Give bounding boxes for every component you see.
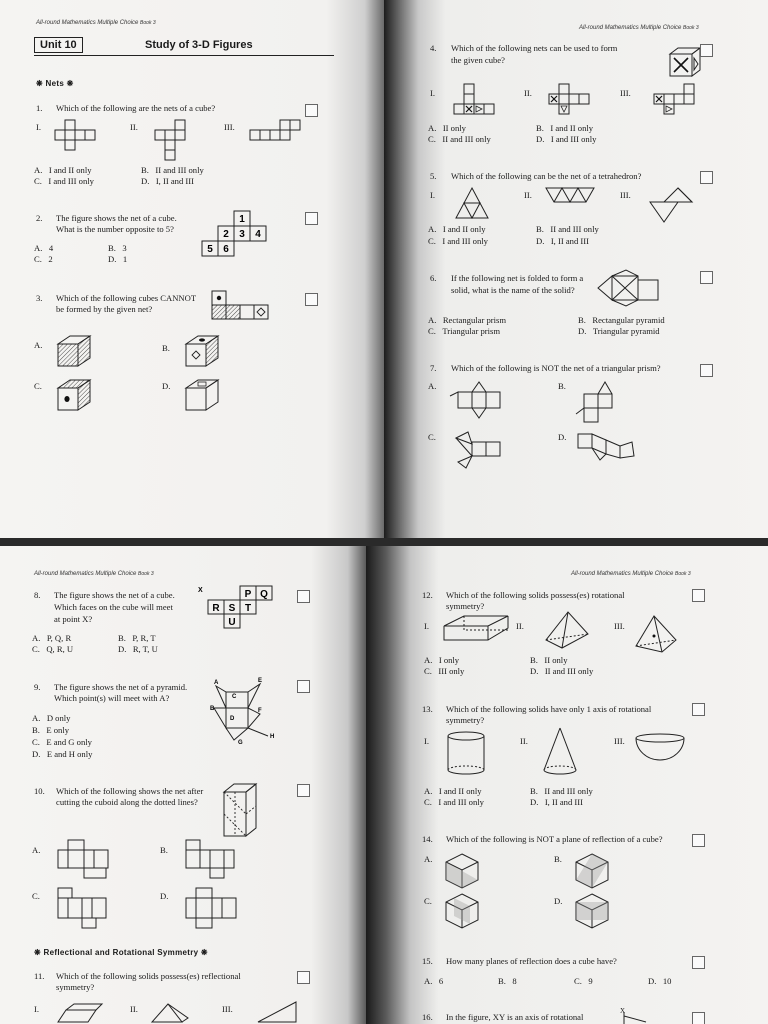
q13-cylinder [446, 730, 488, 778]
q2-face-label: 5 [207, 244, 213, 255]
q1-number: 1. [36, 103, 43, 113]
title-rule [34, 55, 334, 56]
running-header: All-round Mathematics Multiple Choice Book 3 [571, 571, 691, 577]
q8-option-a: A. P, Q, R [32, 633, 72, 643]
q2-face-label: 2 [223, 229, 229, 240]
q5-option-b: B. II and III only [536, 224, 599, 234]
unit-title: Study of 3-D Figures [145, 39, 253, 51]
unit-label: Unit 10 [34, 37, 83, 53]
q3-cube-a[interactable] [56, 334, 96, 374]
q11-number: 11. [34, 971, 45, 981]
q9-answer-box[interactable] [297, 680, 310, 693]
running-header: All-round Mathematics Multiple Choice Book 3 [36, 20, 156, 26]
q1-option-c: C. I and III only [34, 176, 94, 186]
q8-face-label: Q [260, 589, 268, 600]
q11-solid-ii [150, 1002, 190, 1024]
q4-net-iii [654, 84, 704, 124]
q2-option-a: A. 4 [34, 243, 54, 253]
q5-label-i: I. [430, 190, 436, 200]
q11-text-line1: Which of the following solids possess(es) reflectional [56, 971, 241, 981]
q14-cube-b[interactable] [574, 852, 614, 892]
q14-number: 14. [422, 834, 433, 844]
running-header: All-round Mathematics Multiple Choice Book 3 [579, 25, 699, 31]
q1-option-a: A. I and II only [34, 165, 92, 175]
q7-net-b[interactable] [574, 380, 624, 428]
q10-option-c: C. [32, 891, 40, 901]
q9-point-label: C [232, 694, 237, 700]
q10-net-c[interactable] [56, 886, 112, 930]
q15-answer-box[interactable] [692, 956, 705, 969]
q8-text-line3: at point X? [54, 614, 93, 624]
q9-pyramid-net [208, 678, 278, 744]
q3-answer-box[interactable] [305, 293, 318, 306]
q2-face-label: 1 [239, 214, 245, 225]
q10-text-line1: Which of the following shows the net after [56, 786, 204, 796]
q15-number: 15. [422, 956, 433, 966]
q10-option-b: B. [160, 845, 168, 855]
q1-text: Which of the following are the nets of a cube? [56, 103, 216, 113]
q8-face-label: S [228, 603, 236, 614]
q12-text-line2: symmetry? [446, 601, 485, 611]
q4-net-ii [549, 84, 599, 124]
q7-net-c[interactable] [448, 430, 508, 470]
q4-option-a: A. II only [428, 123, 466, 133]
q2-face-label: 3 [239, 229, 245, 240]
q7-net-a[interactable] [448, 380, 508, 422]
q1-label-iii: III. [224, 122, 235, 132]
q9-text-line2: Which point(s) will meet with A? [54, 693, 170, 703]
q11-label-i: I. [34, 1004, 40, 1014]
q8-text-line1: The figure shows the net of a cube. [54, 590, 175, 600]
q2-option-b: B. 3 [108, 243, 127, 253]
q8-option-b: B. P, R, T [118, 633, 156, 643]
q12-option-c: C. III only [424, 666, 465, 676]
q7-net-d[interactable] [574, 428, 644, 468]
q13-option-b: B. II and III only [530, 786, 593, 796]
q2-number: 2. [36, 213, 43, 223]
q9-text-line1: The figure shows the net of a pyramid. [54, 682, 188, 692]
q9-number: 9. [34, 682, 41, 692]
q12-answer-box[interactable] [692, 589, 705, 602]
q9-point-label: A [214, 680, 219, 686]
q14-option-c: C. [424, 896, 432, 906]
q8-option-c: C. Q, R, U [32, 644, 74, 654]
q9-option-d: D. E and H only [32, 749, 93, 759]
q6-net [596, 270, 676, 306]
q13-cone [542, 726, 582, 778]
q1-net-iii-diagram [250, 120, 310, 150]
q12-option-d: D. II and III only [530, 666, 594, 676]
q4-label-iii: III. [620, 88, 631, 98]
q12-label-i: I. [424, 621, 430, 631]
q1-label-ii: II. [130, 122, 138, 132]
q10-answer-box[interactable] [297, 784, 310, 797]
q6-option-b: B. Rectangular pyramid [578, 315, 665, 325]
q4-text-line2: the given cube? [451, 55, 505, 65]
q13-option-d: D. I, II and III [530, 797, 583, 807]
q10-option-d: D. [160, 891, 169, 901]
q4-option-c: C. II and III only [428, 134, 491, 144]
q9-point-label: E [258, 678, 263, 684]
q10-net-d[interactable] [184, 886, 240, 930]
q9-point-label: H [270, 734, 275, 740]
q3-cube-c[interactable] [56, 378, 96, 418]
q9-option-c: C. E and G only [32, 737, 92, 747]
q3-option-a: A. [34, 340, 43, 350]
q2-face-label: 6 [223, 244, 229, 255]
q15-option-a: A. 6 [424, 976, 444, 986]
q7-option-a: A. [428, 381, 437, 391]
q5-text: Which of the following can be the net of a tetrahedron? [451, 171, 642, 181]
q6-number: 6. [430, 273, 437, 283]
q3-cube-b[interactable] [184, 334, 224, 374]
q12-solid-iii [634, 614, 680, 654]
q2-cube-net [200, 211, 270, 261]
q13-label-i: I. [424, 736, 430, 746]
q12-number: 12. [422, 590, 433, 600]
q3-cube-net [210, 291, 280, 327]
q5-option-d: D. I, II and III [536, 236, 589, 246]
q6-option-c: C. Triangular prism [428, 326, 501, 336]
running-header: All-round Mathematics Multiple Choice Book 3 [34, 571, 154, 577]
q8-face-label: U [228, 617, 236, 628]
q10-number: 10. [34, 786, 45, 796]
page-top-left [0, 0, 384, 538]
q14-option-a: A. [424, 854, 433, 864]
q11-answer-box[interactable] [297, 971, 310, 984]
q16-text: In the figure, XY is an axis of rotational [446, 1012, 584, 1022]
q6-answer-box[interactable] [700, 271, 713, 284]
q6-text-line2: solid, what is the name of the solid? [451, 285, 575, 295]
q14-answer-box[interactable] [692, 834, 705, 847]
q2-face-label: 4 [255, 229, 261, 240]
page-bottom-left [0, 546, 366, 1024]
q3-option-b: B. [162, 343, 170, 353]
q2-answer-box[interactable] [305, 212, 318, 225]
q14-option-d: D. [554, 896, 563, 906]
q1-net-i-diagram [55, 120, 105, 160]
q13-text-line2: symmetry? [446, 715, 485, 725]
q7-option-b: B. [558, 381, 566, 391]
q15-text: How many planes of reflection does a cube have? [446, 956, 617, 966]
q1-label-i: I. [36, 122, 42, 132]
q12-option-a: A. I only [424, 655, 460, 665]
q8-answer-box[interactable] [297, 590, 310, 603]
q8-text-line2: Which faces on the cube will meet [54, 602, 173, 612]
q11-solid-i [56, 1002, 106, 1024]
q9-point-label: D [230, 716, 235, 722]
q11-label-iii: III. [222, 1004, 233, 1014]
q1-option-b: B. II and III only [141, 165, 204, 175]
q5-option-a: A. I and II only [428, 224, 486, 234]
q8-cube-net [196, 584, 280, 636]
q11-text-line2: symmetry? [56, 982, 95, 992]
q13-option-a: A. I and II only [424, 786, 482, 796]
q14-text: Which of the following is NOT a plane of reflection of a cube? [446, 834, 663, 844]
q14-cube-a[interactable] [444, 852, 484, 892]
q4-net-i [454, 84, 504, 124]
q10-net-b[interactable] [184, 838, 240, 882]
q5-net-i [454, 186, 494, 222]
page-top-right [384, 0, 768, 538]
q16-figure [616, 1012, 656, 1024]
q12-text-line1: Which of the following solids possess(es) rotational [446, 590, 625, 600]
q8-number: 8. [34, 590, 41, 600]
q2-option-c: C. 2 [34, 254, 53, 264]
q5-answer-box[interactable] [700, 171, 713, 184]
q10-cuboid [222, 782, 262, 840]
q5-label-iii: III. [620, 190, 631, 200]
q4-option-b: B. I and II only [536, 123, 594, 133]
q4-number: 4. [430, 43, 437, 53]
q16-axis-label-x: X [620, 1007, 626, 1015]
q13-hemisphere [634, 732, 690, 762]
q5-number: 5. [430, 171, 437, 181]
q6-option-a: A. Rectangular prism [428, 315, 507, 325]
q4-label-ii: II. [524, 88, 532, 98]
section-heading-symmetry: ❋ Reflectional and Rotational Symmetry ❋ [34, 948, 208, 957]
q11-label-ii: II. [130, 1004, 138, 1014]
q2-text-line2: What is the number opposite to 5? [56, 224, 174, 234]
q7-option-c: C. [428, 432, 436, 442]
q3-number: 3. [36, 293, 43, 303]
q4-option-d: D. I and III only [536, 134, 597, 144]
page-bottom-right [366, 546, 768, 1024]
q7-text: Which of the following is NOT the net of a triangular prism? [451, 363, 661, 373]
q1-answer-box[interactable] [305, 104, 318, 117]
q12-label-ii: II. [516, 621, 524, 631]
q8-face-label: P [244, 589, 252, 600]
q6-option-d: D. Triangular pyramid [578, 326, 660, 336]
q4-answer-box[interactable] [700, 44, 713, 57]
q13-option-c: C. I and III only [424, 797, 484, 807]
q1-net-ii-diagram [155, 120, 205, 160]
q8-point-x-label: X [198, 587, 203, 594]
q2-text-line1: The figure shows the net of a cube. [56, 213, 177, 223]
q15-option-b: B. 8 [498, 976, 517, 986]
q15-option-c: C. 9 [574, 976, 593, 986]
q10-text-line2: cutting the cuboid along the dotted lines? [56, 797, 198, 807]
q5-net-iii [648, 186, 694, 226]
q3-cube-d[interactable] [184, 378, 224, 418]
q3-text-line1: Which of the following cubes CANNOT [56, 293, 197, 303]
q13-label-ii: II. [520, 736, 528, 746]
q16-answer-box[interactable] [692, 1012, 705, 1024]
q7-answer-box[interactable] [700, 364, 713, 377]
q8-option-d: D. R, T, U [118, 644, 158, 654]
q9-point-label: G [238, 740, 243, 746]
q4-label-i: I. [430, 88, 436, 98]
q12-option-b: B. II only [530, 655, 568, 665]
q4-text-line1: Which of the following nets can be used to form [451, 43, 618, 53]
q8-face-label: R [212, 603, 220, 614]
q10-option-a: A. [32, 845, 41, 855]
section-heading-nets: ❋ Nets ❋ [36, 79, 74, 88]
q3-option-d: D. [162, 381, 171, 391]
q14-cube-d[interactable] [574, 892, 614, 932]
q13-text-line1: Which of the following solids have only 1 axis of rotational [446, 704, 652, 714]
q15-option-d: D. 10 [648, 976, 672, 986]
q16-number: 16. [422, 1012, 433, 1022]
q9-option-b: B. E only [32, 725, 70, 735]
q12-solid-ii [542, 610, 592, 650]
q7-number: 7. [430, 363, 437, 373]
q7-option-d: D. [558, 432, 567, 442]
q13-answer-box[interactable] [692, 703, 705, 716]
q6-text-line1: If the following net is folded to form a [451, 273, 584, 283]
q2-option-d: D. 1 [108, 254, 128, 264]
q3-option-c: C. [34, 381, 42, 391]
q14-cube-c[interactable] [444, 892, 484, 932]
q5-net-ii [544, 186, 604, 206]
q13-number: 13. [422, 704, 433, 714]
q10-net-a[interactable] [56, 838, 112, 882]
q11-solid-iii [256, 1000, 300, 1024]
q12-solid-i [442, 614, 512, 644]
q3-text-line2: be formed by the given net? [56, 304, 153, 314]
q1-option-d: D. I, II and III [141, 176, 194, 186]
q9-option-a: A. D only [32, 713, 71, 723]
q13-label-iii: III. [614, 736, 625, 746]
q5-label-ii: II. [524, 190, 532, 200]
q14-option-b: B. [554, 854, 562, 864]
q12-label-iii: III. [614, 621, 625, 631]
q9-point-label: F [258, 708, 262, 714]
q8-face-label: T [244, 603, 252, 614]
q5-option-c: C. I and III only [428, 236, 488, 246]
q9-point-label: B [210, 706, 215, 712]
